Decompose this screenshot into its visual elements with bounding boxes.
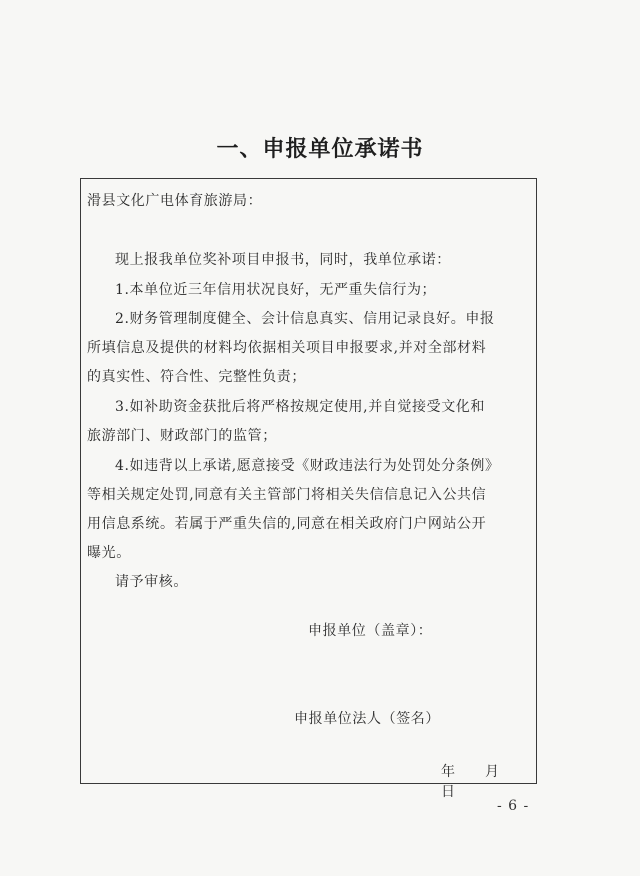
closing-line: 请予审核。 (115, 574, 188, 590)
intro-paragraph: 现上报我单位奖补项目申报书，同时，我单位承诺： (115, 252, 451, 268)
date-day: 日 (441, 784, 455, 800)
pledge-item-3-line-1: 3.如补助资金获批后将严格按规定使用,并自觉接受文化和 (115, 399, 486, 415)
pledge-item-4-line-1: 4.如违背以上承诺,愿意接受《财政违法行为处罚处分条例》 (115, 458, 500, 474)
pledge-item-2-line-1: 2.财务管理制度健全、会计信息真实、信用记录良好。申报 (115, 311, 495, 327)
pledge-item-1: 1.本单位近三年信用状况良好，无严重失信行为； (115, 282, 437, 298)
page-title: 一、申报单位承诺书 (216, 136, 424, 162)
page-number: - 6 - (497, 798, 530, 814)
unit-seal-line: 申报单位（盖章）： (308, 623, 433, 639)
pledge-box (80, 178, 537, 800)
date-year: 年 (441, 764, 455, 780)
legal-rep-signature-line: 申报单位法人（签名） (294, 711, 440, 727)
addressee: 滑县文化广电体育旅游局： (87, 193, 263, 209)
pledge-item-2-line-2: 所填信息及提供的材料均依据相关项目申报要求,并对全部材料 (87, 340, 487, 356)
date-line (441, 761, 536, 801)
pledge-item-3-line-2: 旅游部门、财政部门的监管； (87, 428, 277, 444)
pledge-item-4-line-3: 用信息系统。若属于严重失信的,同意在相关政府门户网站公开 (87, 516, 487, 532)
pledge-item-4-line-4: 曝光。 (87, 545, 131, 561)
date-month: 月 (485, 764, 499, 780)
pledge-item-2-line-3: 的真实性、符合性、完整性负责； (87, 369, 306, 385)
pledge-item-4-line-2: 等相关规定处罚,同意有关主管部门将相关失信信息记入公共信 (87, 487, 487, 503)
